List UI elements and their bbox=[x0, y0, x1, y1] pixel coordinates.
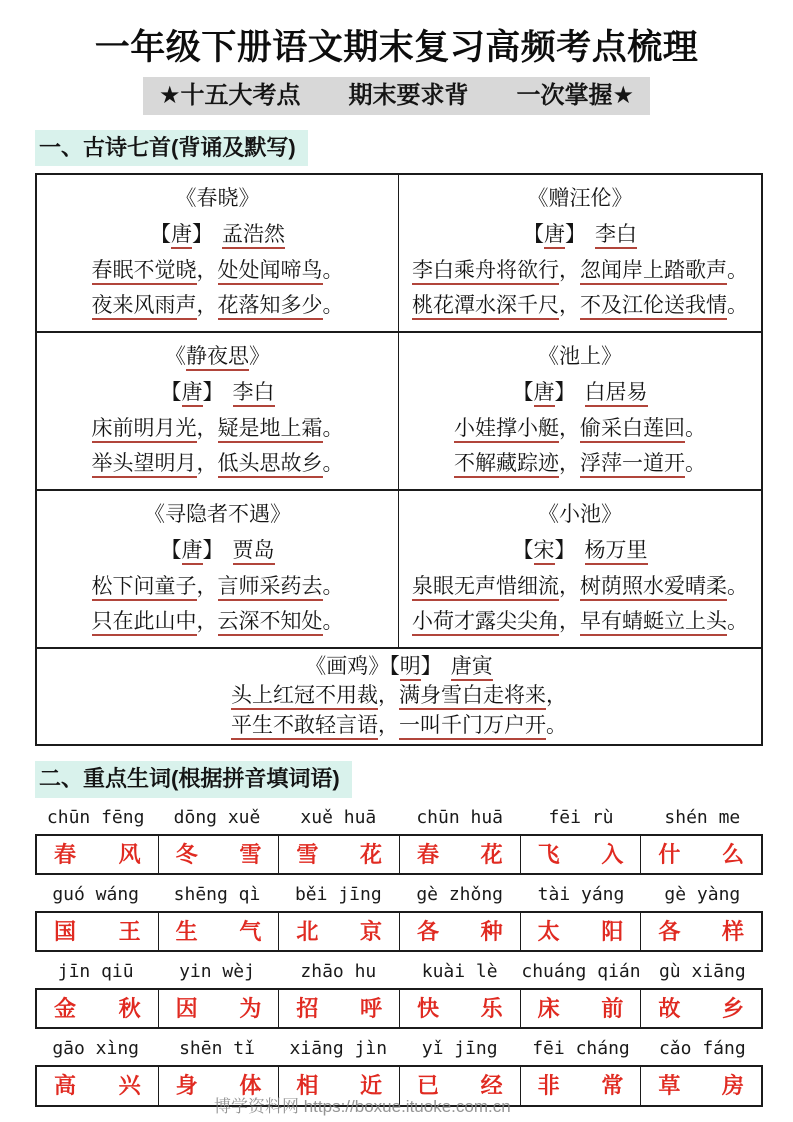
pinyin-row bbox=[35, 1038, 763, 1059]
underlined-text: 处处闻啼鸟 bbox=[218, 259, 323, 285]
word-char: 相 bbox=[296, 1073, 319, 1099]
punctuation: 。 bbox=[727, 610, 748, 634]
pinyin-item: gāo xìng bbox=[52, 1038, 140, 1060]
vocab-block bbox=[35, 807, 763, 1107]
word-char: 草 bbox=[658, 1073, 681, 1099]
punctuation: 。 bbox=[322, 452, 344, 476]
punctuation: ， bbox=[196, 610, 218, 634]
underlined-text: 松下问童子 bbox=[92, 575, 197, 601]
word-cell bbox=[520, 1067, 641, 1104]
underlined-text: 早有蜻蜓立上头 bbox=[580, 610, 727, 636]
poem-dynasty: 唐 bbox=[182, 381, 203, 407]
poem-dynasty: 唐 bbox=[534, 381, 555, 407]
word-cell bbox=[640, 836, 761, 873]
word-char: 雪 bbox=[296, 841, 319, 867]
poem-cell bbox=[37, 175, 399, 333]
punctuation: 。 bbox=[322, 574, 344, 598]
watermark: 博学资料网 https://boxue.ituoke.com.cn bbox=[214, 1097, 511, 1116]
word-char: 春 bbox=[416, 841, 439, 867]
poem-author-line: 【唐】 白居易 bbox=[513, 379, 648, 407]
word-char: 招 bbox=[296, 996, 319, 1022]
pinyin-item: běi jīng bbox=[294, 883, 382, 905]
word-char: 乡 bbox=[721, 996, 744, 1022]
pinyin-item: shén me bbox=[664, 806, 741, 828]
underlined-text: 李白乘舟将欲行 bbox=[412, 259, 559, 285]
pinyin-row bbox=[35, 884, 763, 905]
poem-author-line: 【唐】 李白 bbox=[523, 221, 637, 249]
punctuation: 。 bbox=[685, 416, 706, 440]
pinyin-item: kuài lè bbox=[421, 961, 498, 983]
word-cell bbox=[37, 836, 158, 873]
word-cell bbox=[158, 990, 279, 1027]
punctuation: ， bbox=[378, 684, 399, 708]
word-char: 为 bbox=[239, 996, 262, 1022]
word-char: 风 bbox=[118, 841, 141, 867]
punctuation: 。 bbox=[322, 294, 344, 318]
word-char: 房 bbox=[721, 1073, 744, 1099]
poem-dynasty: 宋 bbox=[534, 539, 555, 565]
poem-author: 孟浩然 bbox=[222, 223, 285, 249]
punctuation: 。 bbox=[322, 610, 344, 634]
underlined-text: 疑是地上霜 bbox=[218, 417, 323, 443]
punctuation: ， bbox=[559, 610, 580, 634]
word-char: 秋 bbox=[118, 996, 141, 1022]
word-char: 体 bbox=[239, 1073, 262, 1099]
word-char: 王 bbox=[118, 918, 141, 944]
poem-verse-line bbox=[92, 450, 344, 478]
word-char: 阳 bbox=[601, 918, 624, 944]
poem-title-line: 《小池》 bbox=[538, 503, 622, 527]
word-cell bbox=[399, 990, 520, 1027]
word-char: 乐 bbox=[480, 996, 503, 1022]
word-char: 气 bbox=[239, 918, 262, 944]
word-row bbox=[35, 834, 763, 875]
word-char: 床 bbox=[537, 996, 560, 1022]
pinyin-item: fēi cháng bbox=[532, 1038, 630, 1060]
punctuation: ， bbox=[196, 452, 218, 476]
poem-author: 李白 bbox=[233, 381, 275, 407]
pinyin-item: chūn huā bbox=[416, 806, 504, 828]
page-title: 一年级下册语文期末复习高频考点梳理 bbox=[94, 28, 699, 67]
underlined-text: 小娃撑小艇 bbox=[454, 417, 559, 443]
pinyin-item: gè zhǒng bbox=[416, 883, 504, 905]
poem-verse-line bbox=[454, 415, 706, 443]
punctuation: 。 bbox=[727, 258, 748, 282]
underlined-text: 云深不知处 bbox=[218, 610, 323, 636]
pinyin-item: tài yáng bbox=[537, 883, 625, 905]
poem-cell bbox=[37, 491, 399, 649]
poem-author-line: 【宋】 杨万里 bbox=[513, 537, 648, 565]
poem-verse-line bbox=[412, 257, 748, 285]
word-cell bbox=[37, 1067, 158, 1104]
poem-title-line: 《寻隐者不遇》 bbox=[144, 503, 291, 527]
word-char: 北 bbox=[296, 918, 319, 944]
word-char: 非 bbox=[537, 1073, 560, 1099]
word-cell bbox=[520, 913, 641, 950]
poem-verse-line bbox=[231, 682, 567, 710]
underlined-text: 小荷才露尖尖角 bbox=[412, 610, 559, 636]
underlined-text: 低头思故乡 bbox=[218, 452, 323, 478]
word-char: 花 bbox=[359, 841, 382, 867]
word-char: 国 bbox=[54, 918, 77, 944]
word-char: 常 bbox=[601, 1073, 624, 1099]
word-char: 飞 bbox=[537, 841, 560, 867]
word-char: 经 bbox=[480, 1073, 503, 1099]
pinyin-item: chūn fēng bbox=[46, 806, 145, 828]
poem-verse-line bbox=[92, 292, 344, 320]
underlined-text: 树荫照水爱晴柔 bbox=[580, 575, 727, 601]
poem-author: 白居易 bbox=[585, 381, 648, 407]
word-char: 金 bbox=[54, 996, 77, 1022]
word-char: 雪 bbox=[239, 841, 262, 867]
poem-title: 静夜思 bbox=[186, 345, 249, 371]
word-char: 已 bbox=[416, 1073, 439, 1099]
pinyin-item: xuě huā bbox=[300, 806, 377, 828]
underlined-text: 浮萍一道开 bbox=[580, 452, 685, 478]
word-char: 快 bbox=[416, 996, 439, 1022]
punctuation: ， bbox=[559, 452, 580, 476]
poem-verse-line bbox=[412, 292, 748, 320]
pinyin-item: gù xiāng bbox=[658, 961, 746, 983]
word-cell bbox=[158, 913, 279, 950]
underlined-text: 只在此山中 bbox=[92, 610, 197, 636]
pinyin-item: dōng xuě bbox=[173, 806, 261, 828]
poem-verse-line bbox=[92, 415, 344, 443]
pinyin-item: yin wèj bbox=[179, 961, 255, 983]
word-cell bbox=[399, 913, 520, 950]
pinyin-item: cǎo fáng bbox=[658, 1038, 746, 1060]
poem-author-line: 【唐】 贾岛 bbox=[161, 537, 275, 565]
pinyin-item: jīn qiū bbox=[57, 961, 134, 983]
poem-verse-line bbox=[231, 712, 567, 740]
pinyin-item: xiāng jìn bbox=[289, 1038, 388, 1060]
poem-author: 贾岛 bbox=[233, 539, 275, 565]
poem-verse-line bbox=[412, 573, 748, 601]
punctuation: ， bbox=[546, 684, 567, 708]
pinyin-item: shēng qì bbox=[173, 883, 261, 905]
pinyin-item: zhāo hu bbox=[300, 961, 377, 983]
word-char: 生 bbox=[175, 918, 198, 944]
punctuation: ， bbox=[196, 294, 218, 318]
word-char: 样 bbox=[721, 918, 744, 944]
underlined-text: 床前明月光 bbox=[92, 417, 197, 443]
punctuation: 。 bbox=[322, 416, 344, 440]
word-char: 各 bbox=[658, 918, 681, 944]
underlined-text: 不解藏踪迹 bbox=[454, 452, 559, 478]
word-cell bbox=[399, 836, 520, 873]
word-char: 种 bbox=[480, 918, 503, 944]
pinyin-item: fēi rù bbox=[548, 806, 614, 828]
underlined-text: 不及江伦送我情 bbox=[580, 294, 727, 320]
poem-author-line: 【唐】 孟浩然 bbox=[150, 221, 285, 249]
word-char: 太 bbox=[537, 918, 560, 944]
poem-dynasty: 唐 bbox=[171, 223, 192, 249]
word-char: 身 bbox=[175, 1073, 198, 1099]
word-char: 入 bbox=[601, 841, 624, 867]
pinyin-item: yǐ jīng bbox=[421, 1038, 498, 1060]
underlined-text: 忽闻岸上踏歌声 bbox=[580, 259, 727, 285]
poem-title-author-line: 《画鸡》【明】 唐寅 bbox=[305, 653, 493, 681]
poem-verse-line bbox=[92, 573, 344, 601]
word-char: 故 bbox=[658, 996, 681, 1022]
word-char: 高 bbox=[54, 1073, 77, 1099]
word-cell bbox=[640, 1067, 761, 1104]
punctuation: 。 bbox=[546, 713, 567, 737]
word-char: 什 bbox=[658, 841, 681, 867]
section-1-heading: 一、古诗七首(背诵及默写) bbox=[35, 130, 308, 166]
underlined-text: 言师采药去 bbox=[218, 575, 323, 601]
word-cell bbox=[520, 990, 641, 1027]
underlined-text: 偷采白莲回 bbox=[580, 417, 685, 443]
word-char: 因 bbox=[175, 996, 198, 1022]
poem-cell bbox=[399, 175, 761, 333]
underlined-text: 泉眼无声惜细流 bbox=[412, 575, 559, 601]
poem-dynasty: 明 bbox=[400, 655, 421, 681]
punctuation: ， bbox=[559, 574, 580, 598]
word-char: 呼 bbox=[359, 996, 382, 1022]
word-char: 近 bbox=[359, 1073, 382, 1099]
poem-title-line: 《静夜思》 bbox=[165, 343, 270, 371]
punctuation: 。 bbox=[322, 258, 344, 282]
punctuation: ， bbox=[378, 713, 399, 737]
section-2-heading: 二、重点生词(根据拼音填词语) bbox=[35, 761, 352, 797]
underlined-text: 一叫千门万户开 bbox=[399, 714, 546, 740]
underlined-text: 举头望明月 bbox=[92, 452, 197, 478]
word-char: 兴 bbox=[118, 1073, 141, 1099]
poem-verse-line bbox=[454, 450, 706, 478]
punctuation: ， bbox=[559, 294, 580, 318]
underlined-text: 平生不敢轻言语 bbox=[231, 714, 378, 740]
punctuation: ， bbox=[559, 258, 580, 282]
word-cell bbox=[37, 913, 158, 950]
poem-author-line: 【唐】 李白 bbox=[161, 379, 275, 407]
poem-title-line: 《池上》 bbox=[538, 345, 622, 369]
word-cell bbox=[278, 836, 399, 873]
pinyin-row bbox=[35, 807, 763, 828]
word-cell bbox=[158, 836, 279, 873]
underlined-text: 桃花潭水深千尺 bbox=[412, 294, 559, 320]
word-cell bbox=[640, 990, 761, 1027]
punctuation: ， bbox=[196, 258, 218, 282]
word-char: 冬 bbox=[175, 841, 198, 867]
punctuation: 。 bbox=[727, 294, 748, 318]
word-char: 各 bbox=[416, 918, 439, 944]
poem-cell bbox=[399, 491, 761, 649]
word-cell bbox=[278, 990, 399, 1027]
pinyin-row bbox=[35, 961, 763, 982]
poem-table bbox=[35, 173, 763, 746]
poem-author: 杨万里 bbox=[585, 539, 648, 565]
poem-verse-line bbox=[92, 257, 344, 285]
punctuation: 。 bbox=[727, 574, 748, 598]
word-cell bbox=[520, 836, 641, 873]
word-char: 么 bbox=[721, 841, 744, 867]
pinyin-item: shēn tǐ bbox=[179, 1038, 255, 1060]
poem-author: 唐寅 bbox=[451, 655, 493, 681]
poem-cell bbox=[37, 333, 399, 491]
poem-cell bbox=[399, 333, 761, 491]
poem-title-line: 《春晓》 bbox=[175, 187, 260, 211]
poem-verse-line bbox=[412, 608, 748, 636]
poem-cell bbox=[37, 649, 761, 744]
subtitle-banner: ★十五大考点 期末要求背 一次掌握★ bbox=[143, 77, 650, 115]
poem-author: 李白 bbox=[595, 223, 637, 249]
underlined-text: 春眠不觉晓 bbox=[92, 259, 197, 285]
punctuation: 。 bbox=[685, 452, 706, 476]
word-char: 春 bbox=[54, 841, 77, 867]
underlined-text: 满身雪白走将来 bbox=[399, 684, 546, 710]
punctuation: ， bbox=[196, 574, 218, 598]
underlined-text: 头上红冠不用裁 bbox=[231, 684, 378, 710]
pinyin-item: guó wáng bbox=[52, 883, 140, 905]
poem-dynasty: 唐 bbox=[544, 223, 565, 249]
poem-verse-line bbox=[92, 608, 344, 636]
word-char: 花 bbox=[480, 841, 503, 867]
underlined-text: 花落知多少 bbox=[218, 294, 323, 320]
word-char: 京 bbox=[359, 918, 382, 944]
pinyin-item: chuáng qián bbox=[521, 961, 641, 983]
word-cell bbox=[278, 913, 399, 950]
poem-dynasty: 唐 bbox=[182, 539, 203, 565]
punctuation: ， bbox=[196, 416, 218, 440]
poem-title-line: 《赠汪伦》 bbox=[527, 187, 633, 211]
word-row bbox=[35, 988, 763, 1029]
punctuation: ， bbox=[559, 416, 580, 440]
underlined-text: 夜来风雨声 bbox=[92, 294, 197, 320]
word-char: 前 bbox=[601, 996, 624, 1022]
word-cell bbox=[640, 913, 761, 950]
pinyin-item: gè yàng bbox=[664, 883, 741, 905]
word-cell bbox=[37, 990, 158, 1027]
word-row bbox=[35, 911, 763, 952]
